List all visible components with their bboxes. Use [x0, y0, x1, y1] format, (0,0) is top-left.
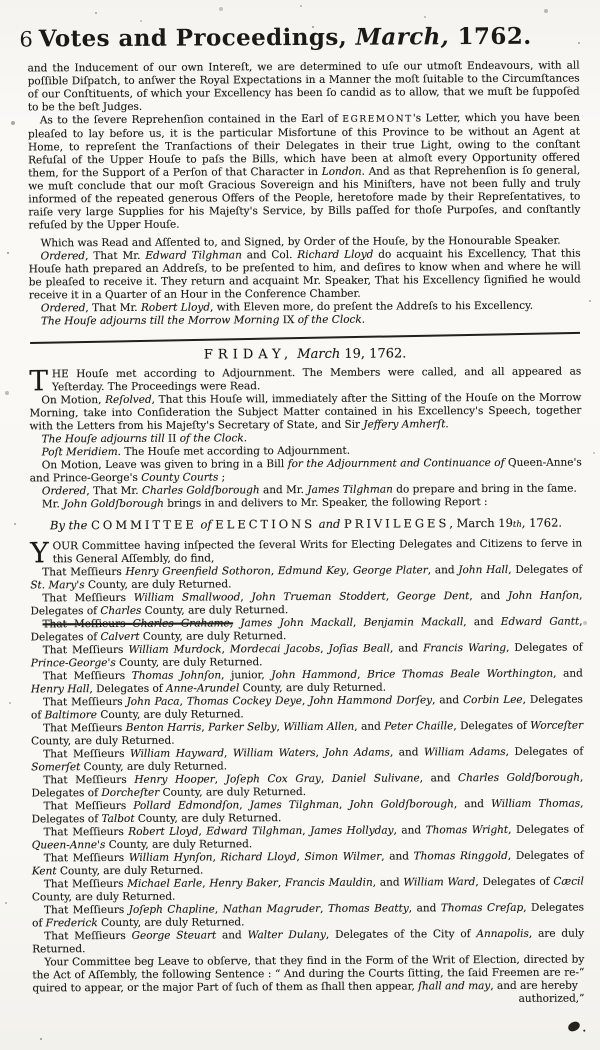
text-segment: London — [321, 165, 362, 178]
drop-cap: T — [29, 364, 49, 398]
entry-anne-arundel — [31, 668, 583, 697]
text-segment: , — [345, 564, 354, 577]
text-segment: Ordered — [41, 485, 87, 498]
text-segment: , — [277, 877, 285, 890]
text-segment: Somerſet — [31, 761, 81, 774]
text-segment: Dorcheſter — [101, 786, 160, 800]
text-segment: Richard Lloyd — [297, 248, 374, 262]
text-segment: Ordered — [40, 302, 86, 315]
text-segment: James John Mackall — [240, 616, 354, 630]
text-segment: brings in and delivers to Mr. Speaker, the following Report : — [163, 496, 488, 510]
text-segment: ELECTIONS — [215, 516, 316, 532]
text-segment: , — [198, 825, 207, 838]
text-segment: County, are duly Returned. — [134, 812, 282, 825]
text-segment: of the Clock. — [176, 432, 248, 445]
text-segment: , — [385, 590, 398, 603]
text-segment: The Houſe adjourns till the Morrow Morning — [40, 314, 283, 328]
text-segment: , — [302, 824, 311, 837]
text-segment: Robert Lloyd — [128, 825, 199, 838]
text-segment: Poſt Meridiem. — [41, 445, 122, 459]
text-segment: As to the ſevere Reprehenſion contained in the Earl of — [39, 112, 343, 127]
text-segment: Queen-Anne's — [31, 839, 106, 852]
paragraph-egremont-letter — [28, 112, 581, 233]
text-segment: , — [320, 642, 329, 655]
text-segment: , and — [354, 720, 385, 733]
text-segment: James Hollyday — [310, 824, 394, 837]
text-segment: , — [212, 851, 221, 864]
text-segment: That Meſſieurs — [42, 643, 129, 657]
text-segment: Edward Tilghman — [206, 824, 303, 838]
text-segment: County, are duly Returned. — [115, 656, 263, 669]
text-segment: IX — [282, 314, 295, 327]
text-segment: William Waters — [232, 746, 316, 760]
text-segment: authorized,” — [518, 992, 585, 1005]
text-segment: , and — [393, 824, 426, 837]
text-segment: Thomas Johnſon — [131, 669, 222, 682]
text-segment: Pollard Edmondſon — [133, 799, 240, 812]
text-segment: , — [301, 694, 310, 707]
entry-caecil — [32, 876, 584, 905]
text-segment: That Meſſieurs — [44, 929, 132, 943]
text-segment: That Meſſieurs — [43, 799, 134, 813]
text-segment: William Smallwood — [133, 591, 241, 604]
text-segment: Benjamin Mackall — [363, 616, 464, 629]
text-segment: County, are duly Returned. — [80, 760, 228, 774]
text-segment: Nathan Magruder — [222, 902, 321, 916]
text-segment: That Meſſieurs — [42, 669, 132, 683]
page-number: 6 — [19, 27, 33, 52]
text-segment: That Meſſieurs — [42, 565, 126, 579]
page-header — [0, 0, 598, 59]
text-segment — [233, 617, 240, 629]
text-segment: John Goldſborough — [63, 497, 164, 511]
text-segment: , Delegates of — [31, 771, 584, 800]
text-segment: do prepare and bring in the ſame. — [392, 482, 577, 496]
text-segment: Francis Mauldin — [284, 876, 373, 890]
text-segment: Benton Harris — [125, 721, 202, 734]
text-segment: of the Clock. — [294, 313, 366, 327]
text-segment: Mr. — [41, 498, 64, 511]
text-segment: , Delegates of — [89, 682, 167, 696]
paragraph-ordered-tilghman-lloyd — [29, 248, 581, 303]
text-segment: , — [320, 772, 332, 785]
text-segment: County, are duly Returned. — [84, 578, 232, 592]
text-segment: , — [239, 799, 250, 812]
entry-calvert — [31, 616, 583, 645]
text-segment: Peter Chaille — [384, 720, 454, 733]
text-segment: St. Mary's — [30, 579, 85, 592]
text-segment: , Delegates of — [30, 589, 583, 618]
text-segment: , Delegates of — [507, 849, 584, 862]
text-segment: Simon Wilmer — [304, 850, 382, 863]
text-segment: , That Mr. — [85, 249, 146, 263]
text-segment: Anne-Arundel — [165, 682, 240, 695]
text-segment: That Meſſieurs — [43, 773, 135, 787]
text-segment: , Delegates of — [30, 693, 583, 722]
text-segment: , — [338, 798, 350, 811]
text-segment: That Meſſieurs — [44, 903, 129, 917]
text-segment: Robert Lloyd — [140, 301, 211, 314]
text-segment: , That this Houſe will, immediately after the Sitting of the Houſe on the Morrow Morning, take into Conſideration the Subject Matter contained in his Excellency's Speech, together with the Letters from his Majeſty's Secretary of State, and Sir — [29, 391, 582, 433]
text-segment: and — [216, 929, 248, 942]
text-segment: That Meſſieurs — [43, 851, 129, 865]
text-segment: , and — [432, 694, 464, 707]
text-segment: Cæcil — [553, 875, 584, 888]
text-segment: of — [196, 517, 216, 532]
text-segment: , Delegates of — [30, 615, 583, 644]
text-segment: George Plater — [352, 564, 428, 577]
text-segment: HE Houſe met according to Adjournment. The Members were called, and all appeared as Yeſterday. The Proceedings were Read. — [51, 365, 582, 394]
text-segment: , and — [389, 746, 425, 759]
text-segment: County, are duly Returned. — [105, 838, 253, 852]
text-segment: County Courts — [141, 471, 219, 484]
text-segment: . — [445, 418, 449, 431]
entry-charles — [30, 590, 582, 619]
paragraph-on-motion-resolved — [29, 392, 581, 434]
text-segment: William Murdock — [128, 643, 222, 656]
text-segment: FRIDAY, — [203, 347, 294, 363]
text-segment: , and — [469, 589, 509, 603]
text-segment: II — [168, 432, 177, 445]
text-segment: Mordecai Jacobs — [229, 642, 321, 656]
text-segment: Henry Greenfield Sothoron — [125, 565, 271, 578]
text-segment: , and — [463, 615, 501, 629]
entry-annapolis — [32, 928, 584, 957]
text-segment: Charles Grahame, — [132, 617, 234, 630]
text-segment: Charles Goldſborough — [457, 771, 581, 785]
text-segment: That Meſſieurs — [43, 747, 130, 761]
text-segment: County, are duly Returned. — [239, 681, 387, 695]
text-segment: Edmund Key — [277, 564, 346, 578]
text-segment: March — [297, 346, 341, 363]
text-segment: John Goldſborough — [349, 798, 454, 811]
text-segment: Charles — [100, 604, 142, 618]
text-segment: Francis Waring — [423, 641, 507, 655]
text-segment: Talbot — [101, 812, 135, 826]
text-segment: Jeffery Amherſt — [363, 418, 446, 431]
text-segment: , — [270, 565, 278, 578]
text-segment: Thomas Creſap — [440, 901, 524, 915]
text-segment: and the Inducement of our own Intereſt, we are determined to uſe our utmoſt Endeavours, with all poſſible Diſpatch, to anſwer the Royal Expectations in a Manner the moſt ſuitable to the Circumſtances of our Conſtituents, of which your Excellency has been ſo candid as to allow, that we muſt be ſuppoſed to be the beſt Judges. — [27, 59, 580, 114]
text-segment: Queen-Anne's and Prince-George's — [29, 456, 582, 485]
text-segment: , — [320, 902, 329, 915]
paragraph-adjourn-morrow — [29, 313, 581, 329]
text-segment: Walter Dulany — [247, 928, 326, 942]
heading-friday — [29, 347, 581, 363]
text-segment: That Meſſieurs — [43, 877, 128, 891]
text-segment: John Hammond — [271, 668, 358, 682]
text-segment: Your Committee beg Leave to obſerve, that they find in the Form of the Writ of Election, directed by the Act of Aſſembly, the following Sentence : “ And during the Courts ſitting, the ſaid Freemen are re-“ quired to appear, or the major Part of ſuch of them as ſhall then appear, — [32, 953, 585, 995]
text-segment: do acquaint his Excellency, That this Houſe hath prepared an Addreſs, to be preſented to him, and deſires to know when and where he will be pleaſed to receive it. They return and acquaint Mr. Speaker, That his Excellency ſignified he would receive it in a Quarter of an Hour in the Conference Chamber. — [28, 247, 581, 302]
text-segment: Edward Gantt — [500, 615, 580, 628]
text-segment: That Meſſieurs — [43, 721, 126, 735]
text-segment: John Hall — [458, 563, 509, 577]
text-segment: Edward Tilghman — [145, 249, 242, 262]
text-segment: , Delegates of — [508, 823, 584, 836]
text-segment: OUR Committee having inſpected the ſeveral Writs for Electing Delegates and Citizens to ſerve in this General Aſſembly, do find, — [52, 537, 583, 566]
text-segment: County, are duly Returned. — [56, 864, 204, 878]
entry-somerset — [31, 746, 583, 775]
text-segment: County, are duly Returned. — [31, 734, 175, 748]
text-segment: John Adams — [324, 746, 390, 759]
text-segment: Prince-George's — [30, 656, 116, 670]
text-segment: PRIVILEGES — [343, 516, 450, 531]
text-segment: , and — [553, 667, 583, 680]
ink-blot — [567, 1021, 581, 1033]
text-segment: ſhall and may — [418, 980, 491, 993]
entry-kent — [32, 850, 584, 879]
text-segment: Worceſter — [530, 719, 584, 732]
text-segment: , Delegates of — [31, 797, 584, 826]
text-segment: , — [221, 643, 230, 656]
paragraph-inducement — [28, 60, 580, 115]
entry-st-marys — [30, 564, 582, 593]
text-segment: th — [512, 519, 522, 530]
text-segment: That Meſſieurs — [42, 695, 127, 709]
text-segment: That Meſſieurs — [42, 617, 133, 631]
text-segment: The Houſe met according to Adjournment. — [120, 444, 351, 458]
text-segment: James Tilghman — [307, 483, 393, 496]
text-segment: , That Mr. — [85, 301, 142, 315]
text-segment: William Allen — [283, 720, 355, 734]
entry-talbot — [31, 798, 583, 827]
document-body — [0, 55, 600, 1008]
heading-committee — [30, 517, 582, 535]
text-segment: , and — [372, 876, 404, 889]
text-segment: Ordered — [40, 250, 86, 263]
text-segment: William Adams — [423, 745, 506, 759]
text-segment: Baltimore — [44, 709, 98, 722]
text-segment: William Hynſon — [128, 851, 213, 864]
text-segment: , — [352, 616, 364, 629]
text-segment: Michael Earle — [127, 877, 203, 890]
text-segment: ; — [218, 471, 226, 484]
text-segment: , — [214, 773, 226, 786]
text-segment: COMMITTEE — [91, 517, 197, 533]
text-segment: Brice Thomas Beale Worthington — [367, 667, 554, 681]
text-segment: , and — [389, 642, 424, 655]
text-segment: , and — [408, 902, 441, 915]
text-segment: for the Adjournment and Continuance of — [287, 456, 505, 471]
drop-cap: Y — [30, 536, 49, 570]
text-segment: Joſeph Chapline — [128, 903, 215, 916]
page-title — [33, 23, 538, 53]
paragraph-on-motion-leave — [30, 457, 582, 486]
text-segment: Daniel Sulivane — [331, 772, 420, 785]
text-segment: , and — [381, 850, 414, 863]
text-segment: That Meſſieurs — [43, 825, 129, 839]
text-segment: William Ward — [403, 876, 476, 889]
text-segment: Parker Selby — [208, 721, 277, 734]
text-segment: Annapolis — [476, 927, 529, 941]
text-segment: , — [202, 877, 210, 890]
text-segment: That Meſſieurs — [42, 591, 134, 605]
text-segment: and Mr. — [259, 483, 308, 497]
text-segment: , — [315, 746, 325, 759]
entry-frederick — [32, 902, 584, 931]
text-segment: , Delegates of — [32, 901, 585, 930]
entry-prince-georges — [31, 642, 583, 671]
text-segment: . And as that Reprehenſion is ſo general, we muſt conclude that our moſt Gracious Sovereign and his Miniſters, have not been fully and truly informed of the repeated generous Offers of the People, heretofore made by their Repreſentatives, to raiſe very large Supplies for his Majeſty's Service, by Bills paſſed for thoſe Purpoſes, and conſtantly refuſed by the Upper Houſe. — [28, 164, 581, 232]
text-segment: On Motion, Leave was given to bring in a Bill — [41, 458, 288, 472]
text-segment: , and are hereby — [490, 979, 578, 993]
text-segment: Henry Hooper — [134, 773, 215, 786]
text-segment: and — [315, 516, 345, 531]
text-segment: Thomas Cockey Deye — [186, 694, 302, 708]
text-segment: County, are duly Returned. — [139, 630, 287, 643]
text-segment: Thomas Beatty — [327, 902, 409, 915]
text-segment: March, — [355, 23, 450, 51]
text-segment: , and — [419, 772, 459, 785]
text-segment: , — [214, 903, 223, 916]
text-segment: County, are duly Returned. — [31, 890, 176, 904]
text-segment: 19, 1762. — [340, 346, 407, 362]
text-segment: Frederick — [45, 917, 98, 930]
text-segment: Corbin Lee — [463, 693, 523, 707]
paragraph-house-met — [29, 364, 582, 398]
text-segment: John Hammond Dorſey — [309, 694, 433, 707]
text-segment: County, are duly Returned. — [97, 916, 245, 930]
text-segment: Charles Goldſborough — [141, 484, 260, 497]
text-segment: , with Eleven more, do preſent the Addreſs to his Excellency. — [209, 299, 534, 314]
text-segment: Henry Hall — [30, 683, 90, 696]
text-segment: Calvert — [100, 630, 140, 644]
text-segment: George Steuart — [131, 929, 217, 942]
text-segment: Which was Read and Aſſented to, and Signed, by Order of the Houſe, by the Honourable Speaker. — [40, 234, 561, 250]
text-segment: Joſias Beall — [328, 642, 390, 655]
text-segment: On Motion, — [41, 394, 106, 407]
text-segment: John Paca — [126, 695, 180, 708]
section-divider — [30, 332, 580, 344]
text-segment: , That Mr. — [86, 484, 142, 498]
text-segment: 1762. — [449, 22, 532, 51]
text-segment: and Col. — [241, 249, 298, 262]
text-segment: , Delegates of — [506, 641, 583, 654]
paragraph-john-goldsborough-report — [30, 496, 582, 512]
text-segment: Reſolved — [105, 393, 152, 407]
entry-dorchester — [31, 772, 583, 801]
text-segment: , Delegates of — [508, 563, 583, 576]
text-segment: EGREMONT — [342, 114, 413, 125]
text-segment: County, are duly Returned. — [159, 785, 307, 799]
text-segment: , junior, — [221, 669, 272, 682]
text-segment: , 1762. — [521, 515, 563, 530]
text-segment: By the — [49, 518, 92, 533]
text-segment: , and — [453, 798, 492, 811]
text-segment: , — [179, 695, 187, 708]
text-segment: , Delegates of — [453, 719, 531, 733]
text-segment: Votes and Proceedings, — [38, 23, 356, 53]
text-segment: George Dent — [396, 590, 470, 603]
entry-queen-annes — [32, 824, 584, 853]
text-segment: , — [201, 721, 209, 734]
text-segment: County, are duly Returned. — [141, 604, 289, 617]
text-segment: , — [296, 850, 305, 864]
text-segment: Kent — [31, 865, 57, 878]
text-segment: , and — [427, 564, 459, 577]
text-segment: Henry Baker — [209, 877, 278, 890]
entry-worcester — [31, 720, 583, 749]
text-segment: , — [357, 668, 368, 681]
text-segment: , March 19 — [449, 515, 513, 531]
text-segment: William Hayward — [129, 747, 225, 760]
text-segment: Joſeph Cox Gray — [225, 772, 321, 786]
text-segment: James Tilghman — [249, 798, 340, 812]
text-segment: 's Letter, which you have been pleaſed to lay before us, it is the particular Misfortune of this Province to be without an Agent at Home, to repreſent the Tranſactions of their Delegates in their true Light, owing to the conſtant Refuſal of the Upper Houſe to paſs the Bills, which have been at almoſt every Opportunity offered them, for the Support of a Perſon of that Character in — [27, 111, 581, 180]
text-segment: , Delegates of — [505, 745, 584, 758]
text-segment: Thomas Wright — [425, 823, 509, 837]
text-segment: Richard Lloyd — [220, 851, 297, 864]
text-segment: William Thomas — [491, 797, 581, 811]
entry-baltimore — [31, 694, 583, 723]
text-segment: , — [240, 591, 252, 604]
text-segment: , — [224, 747, 233, 760]
text-segment: , — [276, 721, 284, 734]
text-segment: John Trueman Stoddert — [251, 590, 386, 604]
text-segment: Thomas Ringgold — [413, 849, 508, 863]
text-segment: , Delegates of the City of — [325, 928, 477, 941]
text-segment: , Delegates of — [475, 875, 554, 889]
text-segment: John Hanſon — [508, 589, 580, 602]
text-segment: , are duly Returned. — [32, 927, 585, 956]
text-segment: The Houſe adjourns till — [41, 432, 169, 446]
paragraph-beg-leave — [32, 954, 584, 996]
text-segment: County, are duly Returned. — [96, 708, 244, 722]
